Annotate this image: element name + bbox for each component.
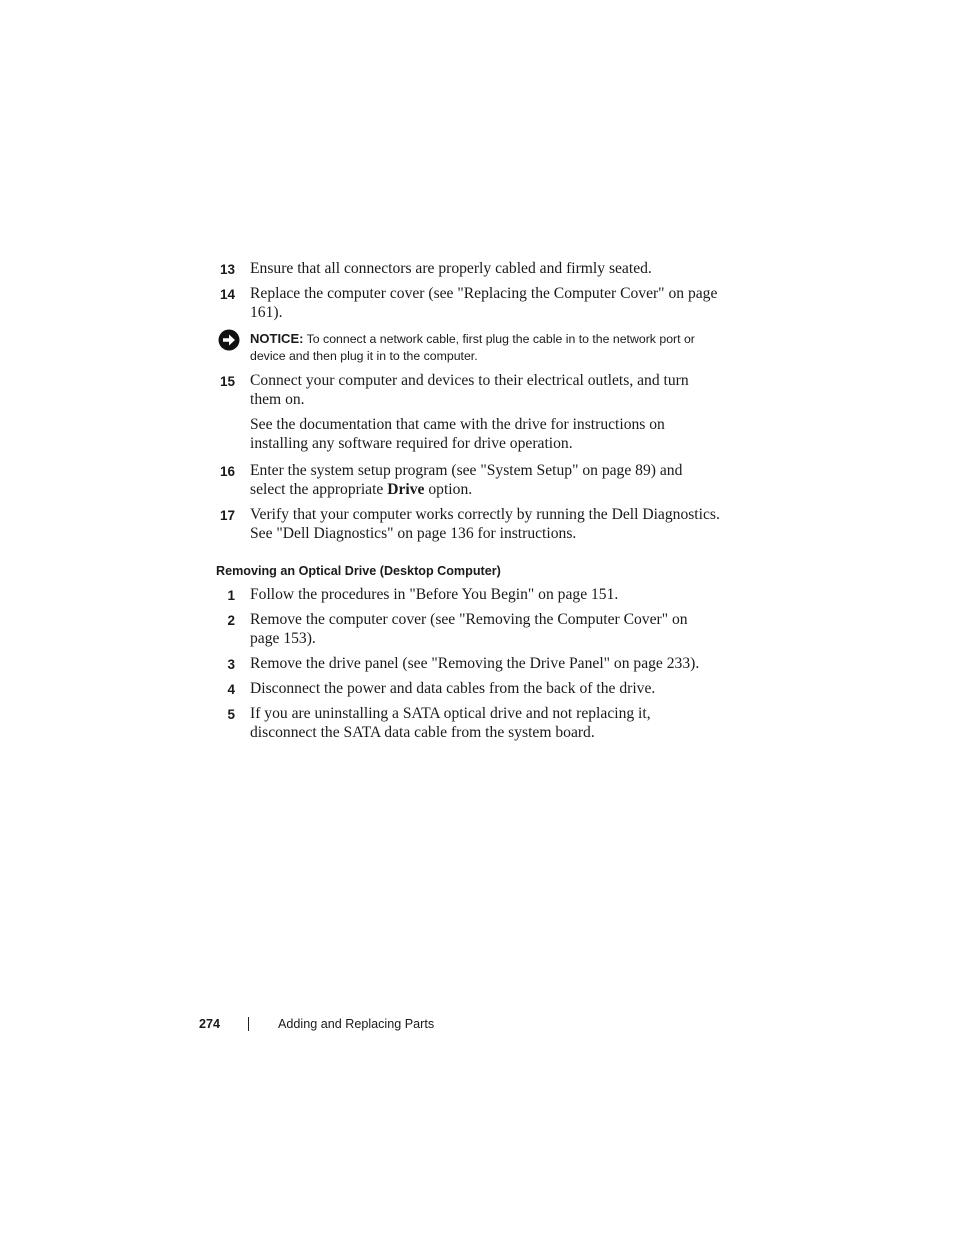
- chapter-title: Adding and Replacing Parts: [278, 1017, 435, 1031]
- step-text: Ensure that all connectors are properly cabled and firmly seated.: [250, 260, 652, 277]
- step-text: Follow the procedures in "Before You Begin" on page 151.: [250, 586, 619, 603]
- step-text: Replace the computer cover (see "Replacing the Computer Cover" on page 161).: [250, 285, 718, 321]
- section-heading: Removing an Optical Drive (Desktop Computer): [216, 564, 501, 578]
- step-number: 15: [219, 374, 235, 389]
- notice-arrow-icon: [218, 329, 240, 351]
- footer-divider: [248, 1017, 249, 1031]
- step-text: If you are uninstalling a SATA optical drive and not replacing it, disconnect the SATA data cable from the system board.: [250, 705, 651, 741]
- step-text-before: Enter the system setup program (see "System Setup" on page 89) and select the appropriate: [250, 462, 683, 498]
- notice-text: [250, 330, 728, 365]
- page-number: 274: [199, 1017, 221, 1031]
- step-number: 2: [227, 613, 235, 628]
- step-text: [250, 461, 720, 499]
- step-number: 16: [219, 464, 235, 479]
- step-text: Remove the drive panel (see "Removing the Drive Panel" on page 233).: [250, 655, 700, 672]
- step-number: 14: [219, 287, 235, 302]
- step-number: 5: [227, 707, 235, 722]
- step-number: 1: [227, 588, 235, 603]
- step-text: Disconnect the power and data cables from the back of the drive.: [250, 680, 656, 697]
- drive-option-label: Drive: [387, 481, 425, 498]
- step-number: 3: [227, 657, 235, 672]
- page-footer: [0, 1015, 954, 1035]
- step-15-followup: See the documentation that came with the drive for instructions on installing any software required for drive operation.: [250, 416, 665, 452]
- notice-body: To connect a network cable, first plug the cable in to the network port or device and then plug it in to the computer.: [250, 332, 695, 363]
- notice-label: NOTICE:: [250, 331, 304, 346]
- step-number: 17: [219, 508, 235, 523]
- step-text: Remove the computer cover (see "Removing the Computer Cover" on page 153).: [250, 611, 688, 647]
- step-text: Verify that your computer works correctly by running the Dell Diagnostics. See "Dell Diagnostics" on page 136 for instructions.: [250, 506, 720, 542]
- step-text: Connect your computer and devices to their electrical outlets, and turn them on.: [250, 372, 689, 408]
- step-number: 13: [219, 262, 235, 277]
- step-text-after: option.: [424, 481, 473, 498]
- step-number: 4: [227, 682, 235, 697]
